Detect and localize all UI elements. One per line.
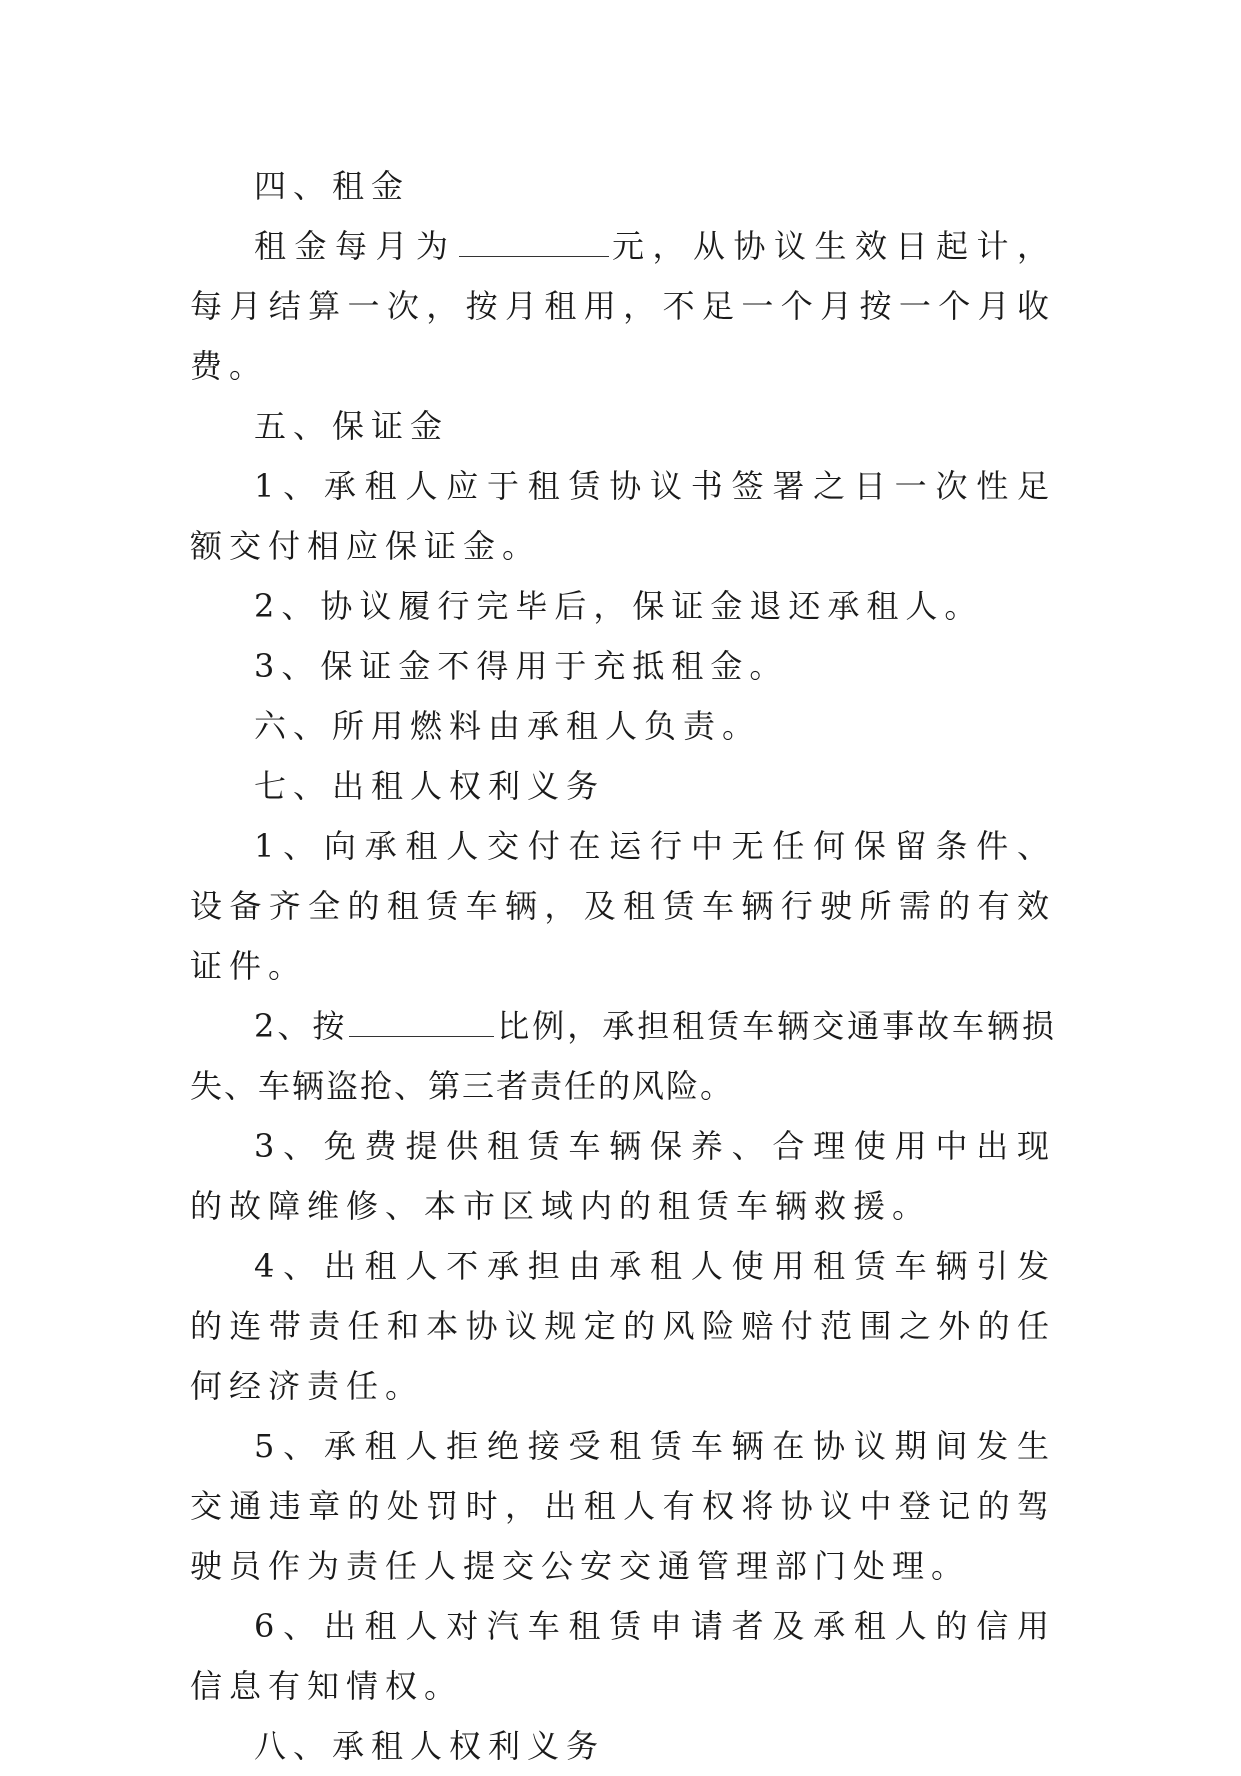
section-8-heading: 八、承租人权利义务 — [254, 1727, 606, 1765]
document-body — [190, 156, 1056, 1776]
lessor-clause-2 — [190, 996, 1056, 1116]
deposit-clause-3: 3、保证金不得用于充抵租金。 — [254, 647, 789, 685]
section-5-heading: 五、保证金 — [254, 407, 450, 445]
rent-paragraph — [190, 216, 1056, 396]
rent-text-before: 租金每月为 — [254, 227, 457, 265]
section-6-heading: 六、所用燃料由承租人负责。 — [254, 707, 762, 745]
ratio-text-after: 比例，承担租赁车辆交通事故车辆损失、车辆盗抢、第三者责任的风险。 — [190, 1007, 1056, 1105]
lessor-clause-3: 3、免费提供租赁车辆保养、合理使用中出现的故障维修、本市区域内的租赁车辆救援。 — [190, 1127, 1056, 1225]
ratio-text-before: 2、按 — [254, 1007, 348, 1045]
rent-text-after: 元，从协议生效日起计，每月结算一次，按月租用，不足一个月按一个月收费。 — [190, 227, 1056, 385]
lessor-clause-6: 6、出租人对汽车租赁申请者及承租人的信用信息有知情权。 — [190, 1607, 1056, 1705]
ratio-blank — [349, 1006, 494, 1037]
lessor-clause-4: 4、出租人不承担由承租人使用租赁车辆引发的连带责任和本协议规定的风险赔付范围之外的任何经济责任。 — [190, 1247, 1056, 1405]
rent-amount-blank — [459, 226, 609, 257]
section-4-heading: 四、租金 — [254, 167, 411, 205]
deposit-clause-1: 1、承租人应于租赁协议书签署之日一次性足额交付相应保证金。 — [190, 467, 1056, 565]
lessor-clause-5: 5、承租人拒绝接受租赁车辆在协议期间发生交通违章的处罚时，出租人有权将协议中登记的驾驶员作为责任人提交公安交通管理部门处理。 — [190, 1427, 1056, 1585]
deposit-clause-2: 2、协议履行完毕后，保证金退还承租人。 — [254, 587, 984, 625]
section-7-heading: 七、出租人权利义务 — [254, 767, 606, 805]
lessor-clause-1: 1、向承租人交付在运行中无任何保留条件、设备齐全的租赁车辆，及租赁车辆行驶所需的有效证件。 — [190, 827, 1056, 985]
